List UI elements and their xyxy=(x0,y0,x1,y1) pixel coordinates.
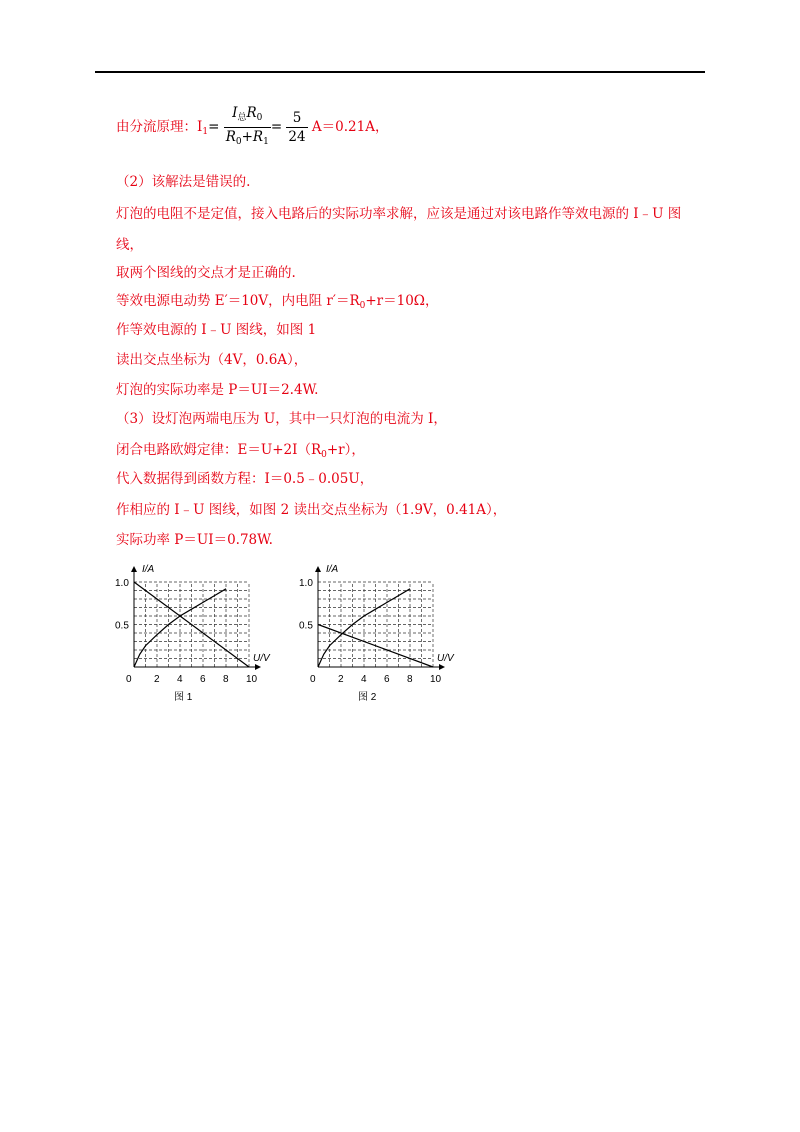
formula-line xyxy=(116,104,388,151)
text-line: （2）该解法是错误的. xyxy=(116,174,251,190)
text-line: 灯泡的电阻不是定值，接入电路后的实际功率求解，应该是通过对该电路作等效电源的 I﹣U 图 xyxy=(116,206,682,222)
x-tick-label: 8 xyxy=(407,674,413,685)
equals-sign: = xyxy=(208,119,220,135)
formula-result: A＝0.21A， xyxy=(311,119,389,135)
y-axis-arrow xyxy=(131,566,137,572)
x-tick-label: 2 xyxy=(154,674,160,685)
figure-1 xyxy=(112,560,282,709)
text-line: 线， xyxy=(116,237,143,253)
y-tick-label: 0.5 xyxy=(299,620,313,632)
header-rule xyxy=(95,71,705,73)
y-tick-label: 1.0 xyxy=(115,578,129,589)
x-tick-label: 10 xyxy=(430,674,442,685)
x-tick-label: 0 xyxy=(126,674,132,685)
y-axis-label: I/A xyxy=(326,564,339,575)
text-line: 实际功率 P＝UI＝0.78W. xyxy=(116,532,273,548)
y-tick-label: 1.0 xyxy=(299,578,313,589)
x-tick-label: 10 xyxy=(246,674,258,685)
x-tick-label: 6 xyxy=(200,674,206,685)
x-tick-label: 0 xyxy=(310,674,316,685)
iu-chart-1 xyxy=(112,560,282,705)
text-line: 代入数据得到函数方程：I＝0.5﹣0.05U， xyxy=(116,471,374,487)
fraction-1: $\frac{I_总R_0}{R_0+R_1}$ xyxy=(225,105,269,147)
text-line: 读出交点坐标为（4V，0.6A）， xyxy=(116,352,308,368)
text-line: 灯泡的实际功率是 P＝UI＝2.4W. xyxy=(116,382,319,398)
figure-2 xyxy=(296,560,466,709)
text-line: 取两个图线的交点才是正确的. xyxy=(116,265,296,281)
y-axis-arrow xyxy=(315,566,321,572)
iu-chart-2 xyxy=(296,560,466,705)
x-tick-label: 6 xyxy=(384,674,390,685)
y-tick-label: 0.5 xyxy=(115,620,129,632)
x-tick-label: 4 xyxy=(177,674,183,685)
fraction-2: $\frac{5}{24}$ xyxy=(288,110,306,145)
figure-caption: 图 1 xyxy=(174,692,193,703)
x-axis-label: U/V xyxy=(253,653,270,664)
text-line: 闭合电路欧姆定律：$E=U+2I(R_0+r)$， xyxy=(116,442,365,460)
x-tick-label: 2 xyxy=(338,674,344,685)
y-axis-label: I/A xyxy=(142,564,155,575)
text-line: 等效电源电动势 E′＝10V，内电阻 $r'=R_0+r=10\Omega$， xyxy=(116,293,439,311)
x-tick-label: 4 xyxy=(361,674,367,685)
x-axis-label: U/V xyxy=(437,653,454,664)
x-tick-label: 8 xyxy=(223,674,229,685)
x-axis-arrow xyxy=(439,664,445,670)
figure-caption: 图 2 xyxy=(358,692,377,703)
text-line: 作相应的 I﹣U 图线，如图 2 读出交点坐标为（1.9V，0.41A）， xyxy=(116,502,507,518)
text-line: （3）设灯泡两端电压为 U，其中一只灯泡的电流为 I， xyxy=(116,411,447,427)
text-line: 作等效电源的 I﹣U 图线，如图 1 xyxy=(116,322,317,338)
x-axis-arrow xyxy=(255,664,261,670)
equals-sign-2: = xyxy=(270,119,283,135)
formula-lead: 由分流原理：$I_1$ xyxy=(116,119,209,137)
